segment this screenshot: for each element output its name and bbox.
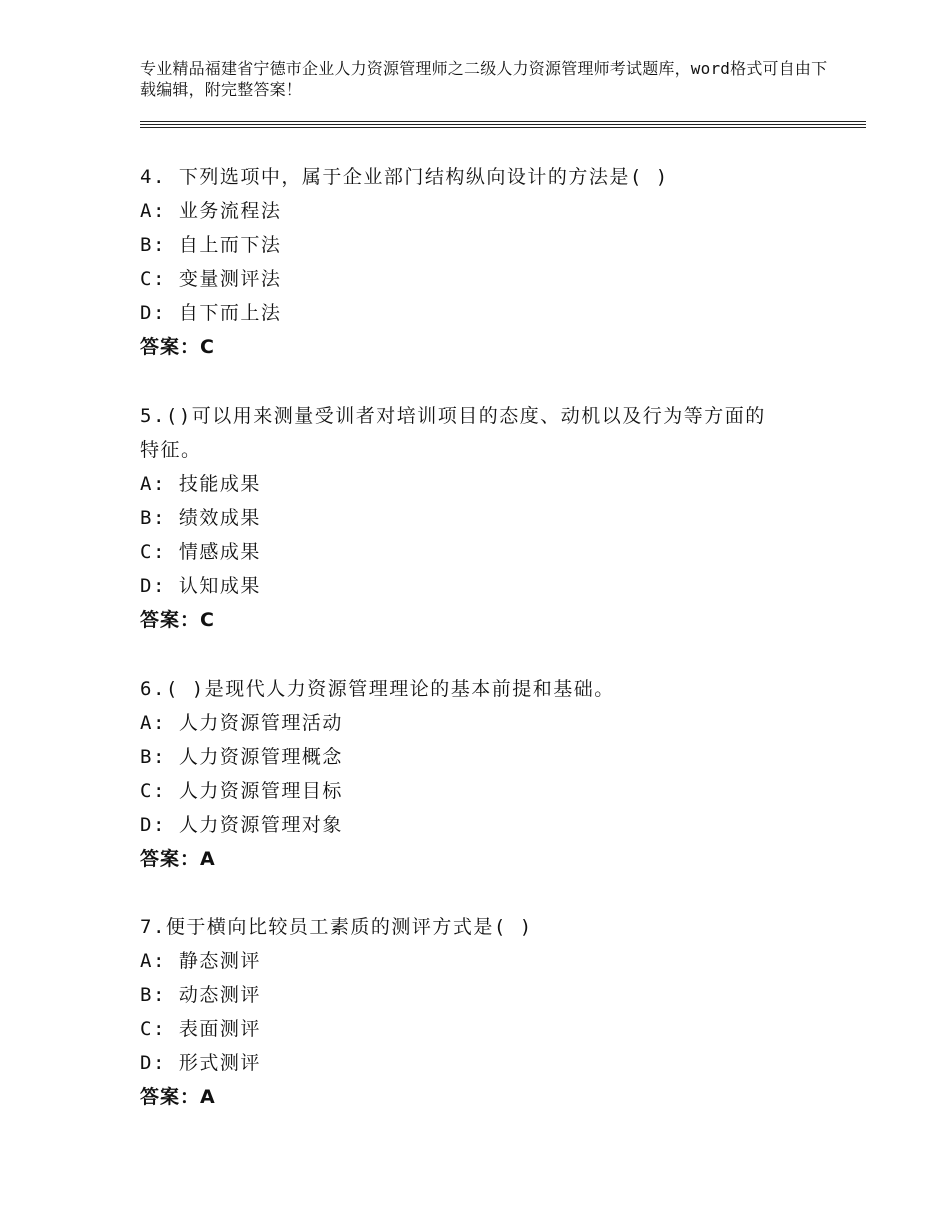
question-stem-continuation: 特征。 (140, 439, 202, 461)
answer: 答案：A (140, 848, 216, 870)
answer: 答案：C (140, 336, 215, 358)
option-b: B: 人力资源管理概念 (140, 746, 343, 768)
question-7 (140, 910, 840, 1114)
question-stem: 4. 下列选项中，属于企业部门结构纵向设计的方法是( ) (140, 166, 669, 188)
option-a: A: 静态测评 (140, 950, 261, 972)
header-divider (140, 127, 866, 128)
option-b: B: 自上而下法 (140, 234, 282, 256)
option-d: D: 自下而上法 (140, 302, 282, 324)
header-divider (140, 124, 866, 125)
option-a: A: 人力资源管理活动 (140, 712, 343, 734)
question-5 (140, 399, 840, 637)
answer: 答案：C (140, 609, 215, 631)
header-title: 专业精品福建省宁德市企业人力资源管理师之二级人力资源管理师考试题库，word格式可自由下载编辑，附完整答案！ (140, 59, 828, 99)
option-b: B: 动态测评 (140, 984, 261, 1006)
option-d: D: 形式测评 (140, 1052, 261, 1074)
question-4 (140, 160, 840, 364)
answer: 答案：A (140, 1086, 216, 1108)
option-c: C: 表面测评 (140, 1018, 261, 1040)
option-d: D: 人力资源管理对象 (140, 814, 343, 836)
question-stem: 5.()可以用来测量受训者对培训项目的态度、动机以及行为等方面的 (140, 405, 766, 427)
option-c: C: 情感成果 (140, 541, 261, 563)
option-a: A: 业务流程法 (140, 200, 282, 222)
option-c: C: 人力资源管理目标 (140, 780, 343, 802)
header-divider (140, 121, 866, 122)
question-stem: 6.( )是现代人力资源管理理论的基本前提和基础。 (140, 678, 615, 700)
option-d: D: 认知成果 (140, 575, 261, 597)
question-stem: 7.便于横向比较员工素质的测评方式是( ) (140, 916, 533, 938)
question-6 (140, 672, 840, 876)
option-b: B: 绩效成果 (140, 507, 261, 529)
option-a: A: 技能成果 (140, 473, 261, 495)
document-header (140, 58, 840, 100)
option-c: C: 变量测评法 (140, 268, 282, 290)
